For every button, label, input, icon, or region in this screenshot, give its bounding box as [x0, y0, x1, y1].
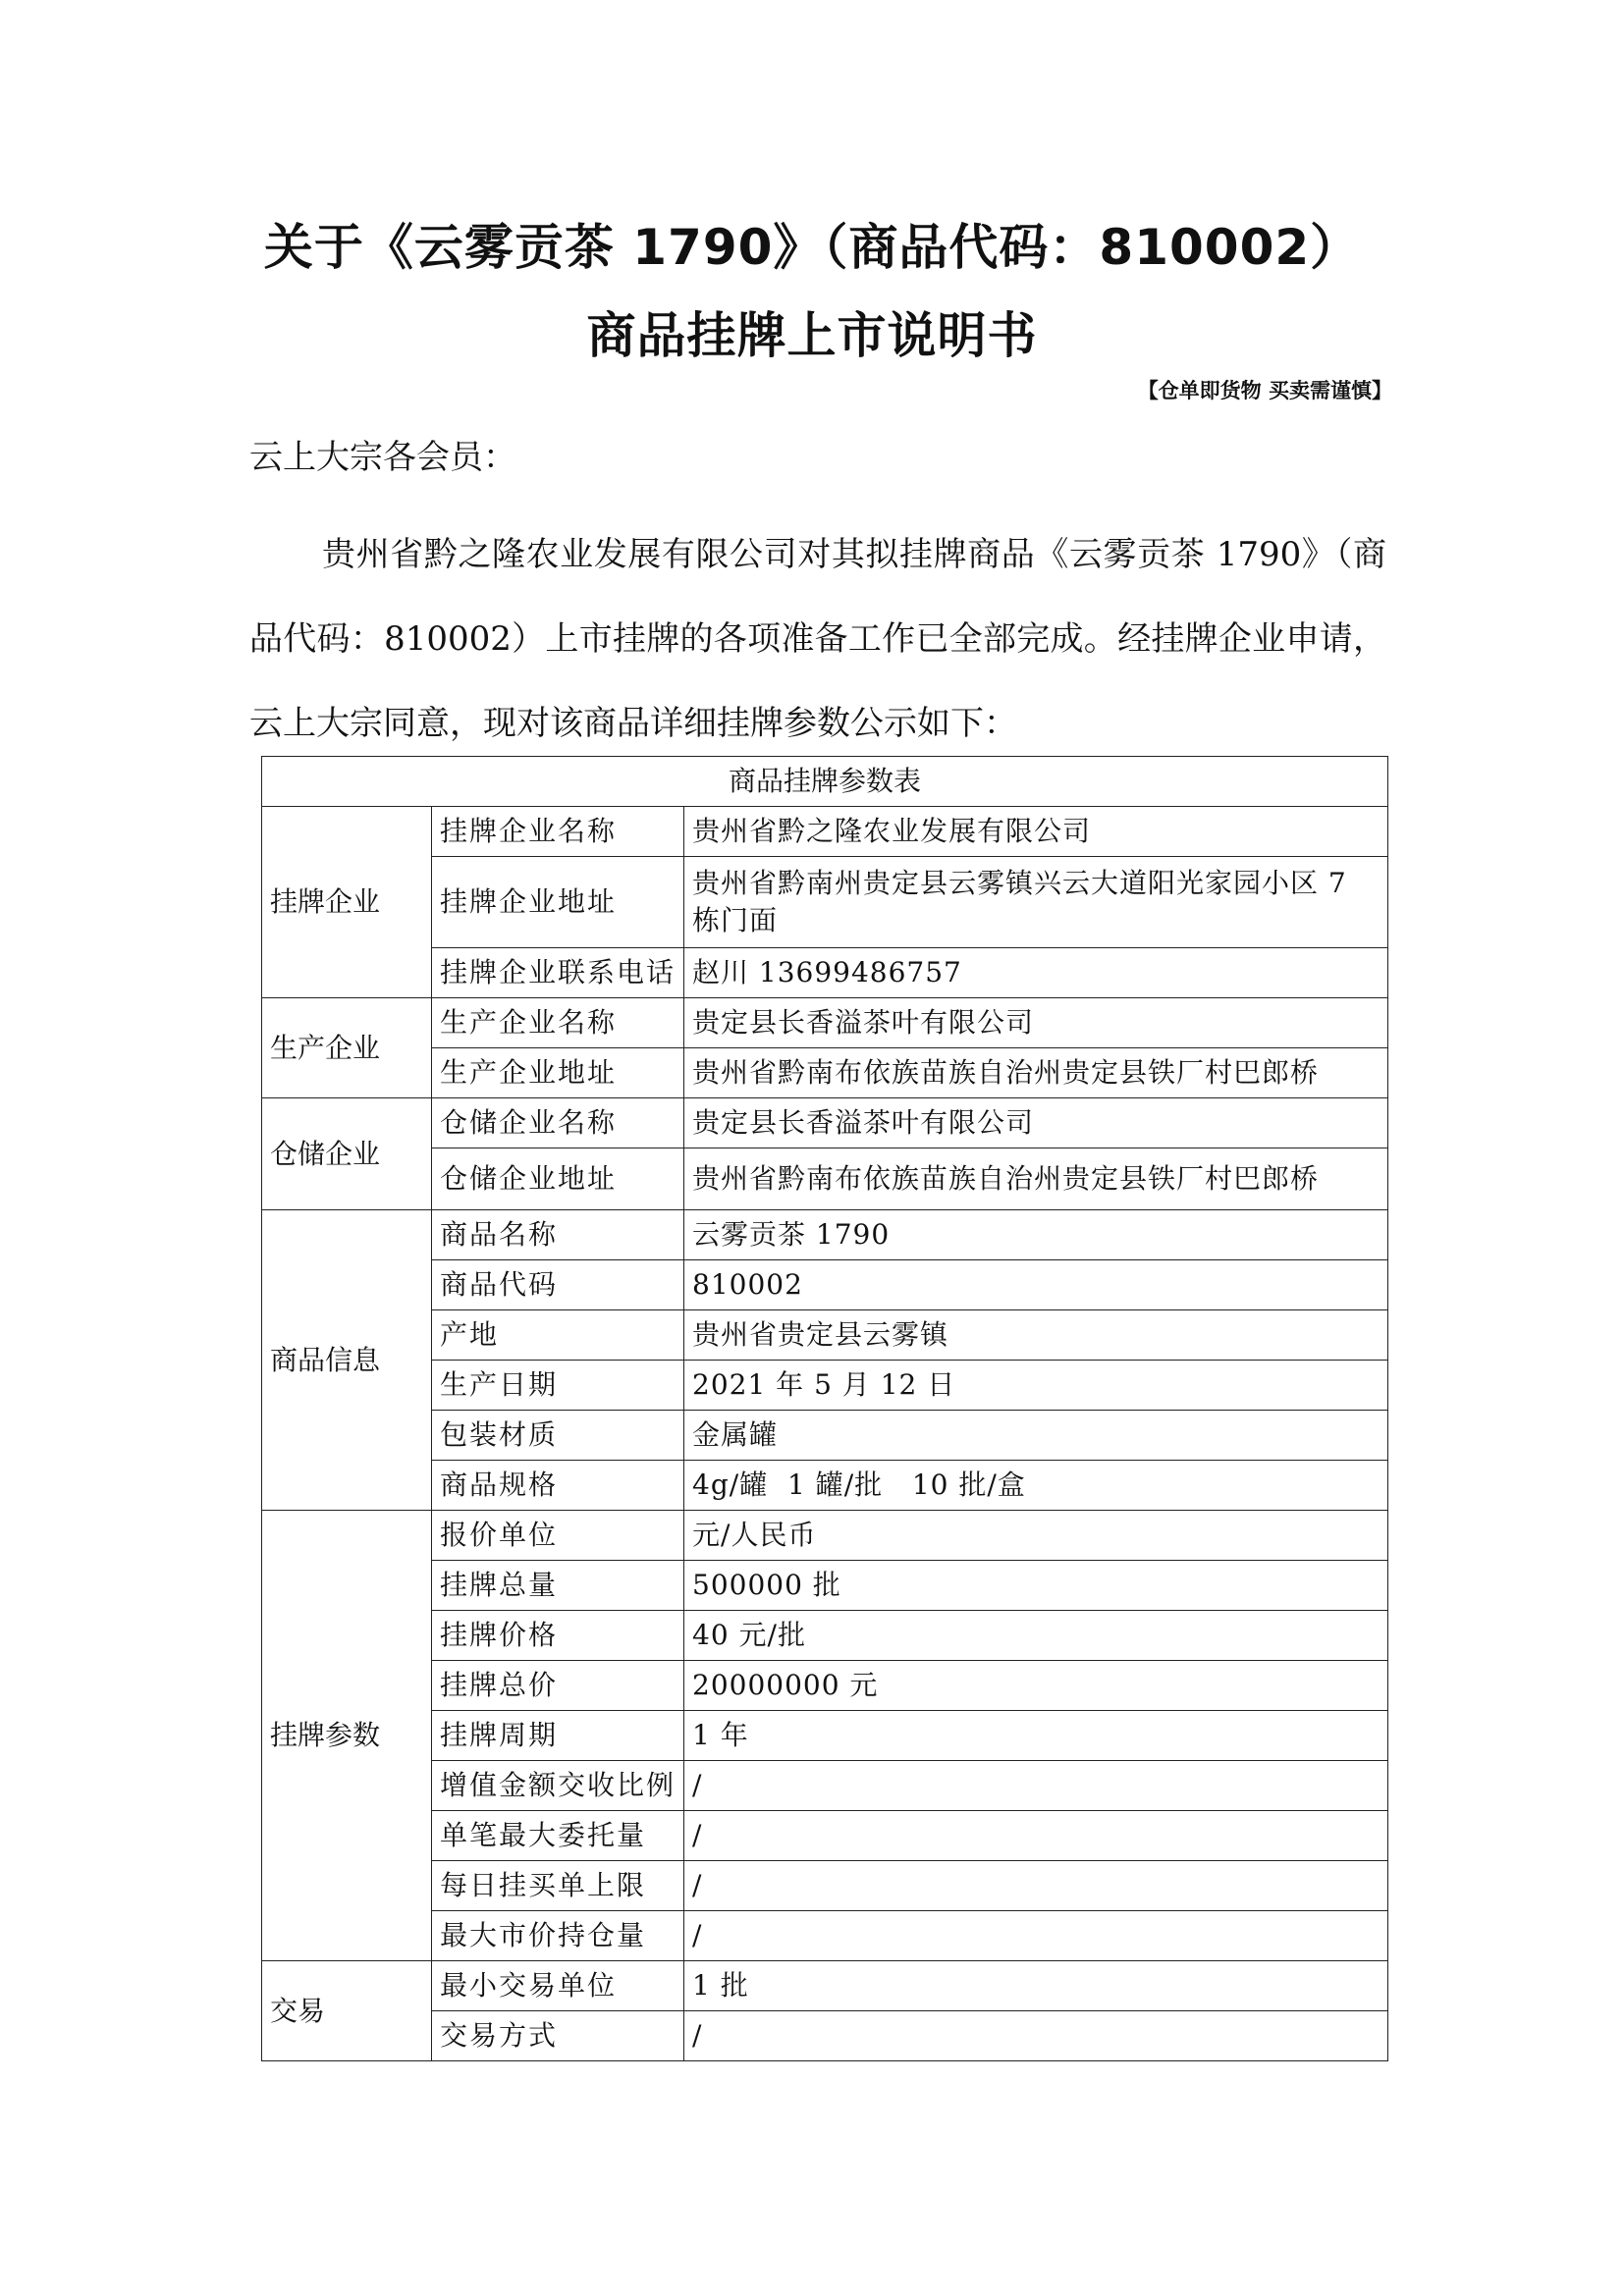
table-row [262, 1611, 1388, 1661]
table-row [262, 1260, 1388, 1310]
field-cell: 挂牌企业名称 [432, 807, 684, 857]
table-row [262, 1711, 1388, 1761]
field-cell: 最大市价持仓量 [432, 1911, 684, 1961]
value-cell: 4g/罐 1 罐/批 10 批/盒 [684, 1461, 1388, 1511]
field-cell: 挂牌企业地址 [432, 857, 684, 948]
field-cell: 挂牌价格 [432, 1611, 684, 1661]
field-cell: 报价单位 [432, 1511, 684, 1561]
table-row [262, 1961, 1388, 2011]
table-row [262, 1148, 1388, 1210]
value-cell: 500000 批 [684, 1561, 1388, 1611]
field-cell: 挂牌企业联系电话 [432, 948, 684, 998]
value-cell: 贵州省黔之隆农业发展有限公司 [684, 807, 1388, 857]
field-cell: 交易方式 [432, 2011, 684, 2061]
value-cell: 贵州省黔南州贵定县云雾镇兴云大道阳光家园小区 7 栋门面 [684, 857, 1388, 948]
table-header-row [262, 757, 1388, 807]
value-cell: 赵川 13699486757 [684, 948, 1388, 998]
table-header: 商品挂牌参数表 [262, 757, 1388, 807]
value-cell: 810002 [684, 1260, 1388, 1310]
value-cell: / [684, 2011, 1388, 2061]
value-cell: 贵州省黔南布依族苗族自治州贵定县铁厂村巴郎桥 [684, 1048, 1388, 1098]
value-cell: 贵定县长香溢茶叶有限公司 [684, 998, 1388, 1048]
listing-parameters-table [261, 756, 1388, 2061]
table-row [262, 1310, 1388, 1361]
field-cell: 单笔最大委托量 [432, 1811, 684, 1861]
table-row [262, 1861, 1388, 1911]
table-row [262, 1048, 1388, 1098]
value-cell: / [684, 1911, 1388, 1961]
category-cell: 生产企业 [262, 998, 432, 1098]
value-cell: 2021 年 5 月 12 日 [684, 1361, 1388, 1411]
table-row [262, 1661, 1388, 1711]
value-cell: 贵州省黔南布依族苗族自治州贵定县铁厂村巴郎桥 [684, 1148, 1388, 1210]
field-cell: 挂牌总价 [432, 1661, 684, 1711]
table-row [262, 1461, 1388, 1511]
value-cell: 20000000 元 [684, 1661, 1388, 1711]
field-cell: 挂牌总量 [432, 1561, 684, 1611]
value-cell: 元/人民币 [684, 1511, 1388, 1561]
field-cell: 挂牌周期 [432, 1711, 684, 1761]
field-cell: 生产企业名称 [432, 998, 684, 1048]
announcement-paragraph: 贵州省黔之隆农业发展有限公司对其拟挂牌商品《云雾贡茶 1790》（商品代码：810002）上市挂牌的各项准备工作已全部完成。经挂牌企业申请，云上大宗同意，现对该商品详细挂牌参数公示如下： [249, 535, 1386, 743]
table-row [262, 1761, 1388, 1811]
value-cell: 贵州省贵定县云雾镇 [684, 1310, 1388, 1361]
table-row [262, 1411, 1388, 1461]
category-cell: 仓储企业 [262, 1098, 432, 1210]
value-cell: / [684, 1761, 1388, 1811]
risk-note: 【仓单即货物 买卖需谨慎】 [1137, 379, 1392, 402]
field-cell: 仓储企业地址 [432, 1148, 684, 1210]
value-cell: / [684, 1811, 1388, 1861]
greeting: 云上大宗各会员： [249, 438, 516, 477]
category-cell: 商品信息 [262, 1210, 432, 1511]
value-cell: 贵定县长香溢茶叶有限公司 [684, 1098, 1388, 1148]
field-cell: 最小交易单位 [432, 1961, 684, 2011]
table-row [262, 1911, 1388, 1961]
value-cell: 40 元/批 [684, 1611, 1388, 1661]
field-cell: 商品名称 [432, 1210, 684, 1260]
value-cell: 金属罐 [684, 1411, 1388, 1461]
field-cell: 包装材质 [432, 1411, 684, 1461]
field-cell: 生产日期 [432, 1361, 684, 1411]
table-row [262, 1361, 1388, 1411]
field-cell: 仓储企业名称 [432, 1098, 684, 1148]
value-cell: / [684, 1861, 1388, 1911]
value-cell: 云雾贡茶 1790 [684, 1210, 1388, 1260]
field-cell: 商品规格 [432, 1461, 684, 1511]
table-row [262, 2011, 1388, 2061]
category-cell: 交易 [262, 1961, 432, 2061]
table-row [262, 1210, 1388, 1260]
value-cell: 1 年 [684, 1711, 1388, 1761]
field-cell: 产地 [432, 1310, 684, 1361]
field-cell: 商品代码 [432, 1260, 684, 1310]
document-title-line-1: 关于《云雾贡茶 1790》（商品代码：810002） [263, 219, 1361, 276]
table-row [262, 1511, 1388, 1561]
field-cell: 每日挂买单上限 [432, 1861, 684, 1911]
table-row [262, 807, 1388, 857]
field-cell: 增值金额交收比例 [432, 1761, 684, 1811]
category-cell: 挂牌参数 [262, 1511, 432, 1961]
table-row [262, 1098, 1388, 1148]
document-title-line-2: 商品挂牌上市说明书 [586, 307, 1038, 364]
table-row [262, 1561, 1388, 1611]
value-cell: 1 批 [684, 1961, 1388, 2011]
table-row [262, 857, 1388, 948]
field-cell: 生产企业地址 [432, 1048, 684, 1098]
table-row [262, 998, 1388, 1048]
table-row [262, 948, 1388, 998]
table-row [262, 1811, 1388, 1861]
category-cell: 挂牌企业 [262, 807, 432, 998]
